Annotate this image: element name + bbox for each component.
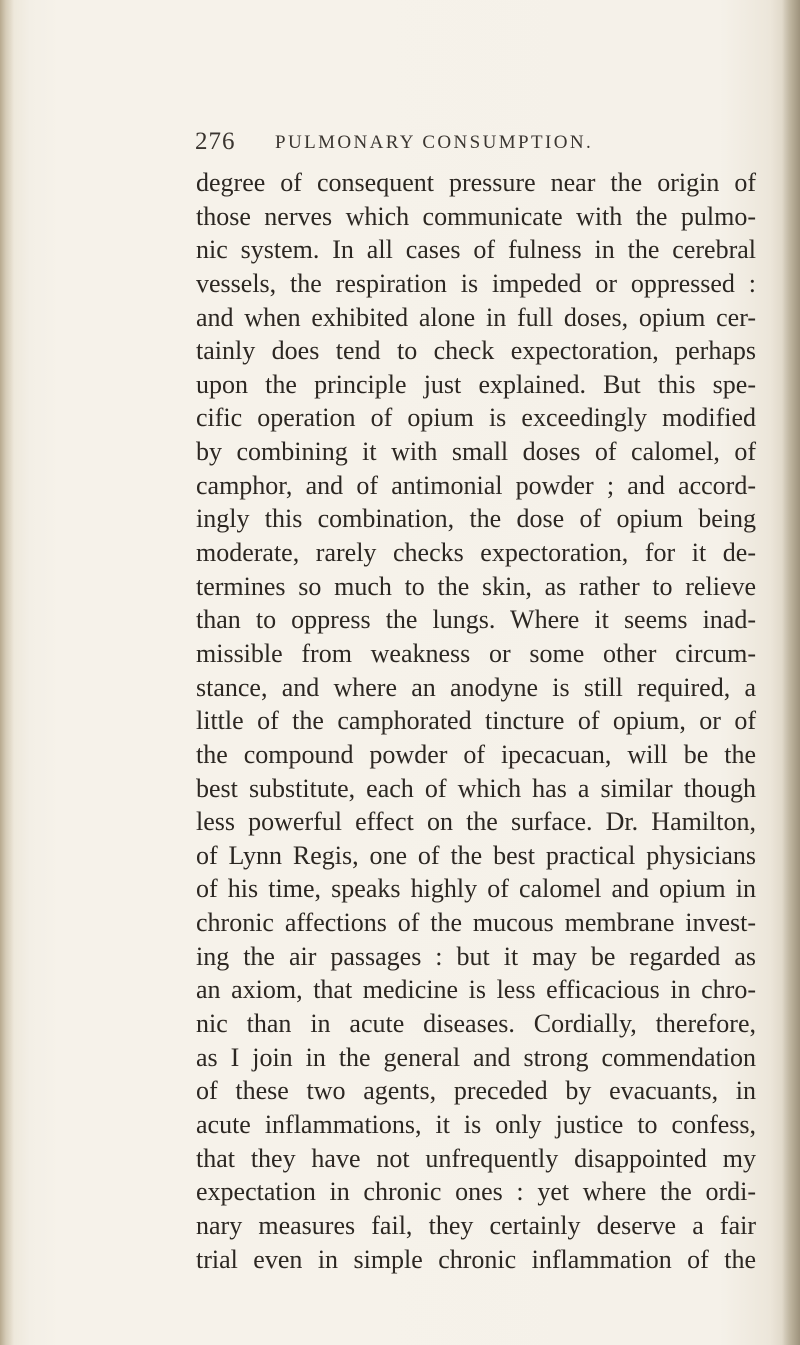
text-line: chronic affections of the mucous membrane invest- [196,908,756,938]
text-line: missible from weakness or some other circum- [196,638,756,668]
text-line: little of the camphorated tincture of opium, or of [196,706,756,736]
text-line: as I join in the general and strong commendation [196,1042,756,1072]
text-line: the compound powder of ipecacuan, will be the [196,739,756,769]
text-line: moderate, rarely checks expectoration, for it de- [196,538,756,568]
page-number: 276 [195,128,236,155]
running-head: PULMONARY CONSUMPTION. [275,132,594,153]
body-text [196,166,756,1276]
text-line: than to oppress the lungs. Where it seems inad- [196,605,756,635]
page-edge-shadow [782,0,800,1345]
text-line: acute inflammations, it is only justice to confess, [196,1109,756,1139]
text-line: of his time, speaks highly of calomel and opium in [196,874,756,904]
text-line: best substitute, each of which has a similar though [196,773,756,803]
text-line: degree of consequent pressure near the origin of [196,168,756,197]
page-header [195,126,755,158]
text-line: that they have not unfrequently disappointed my [196,1143,756,1173]
text-line: tainly does tend to check expectoration, perhaps [196,336,756,366]
text-line: upon the principle just explained. But this spe- [196,369,756,399]
text-line: stance, and where an anodyne is still required, a [196,672,756,702]
text-line: cific operation of opium is exceedingly modified [196,403,756,433]
text-line: by combining it with small doses of calomel, of [196,437,756,467]
text-line: trial even in simple chronic inflammation of the [196,1244,756,1274]
text-line: an axiom, that medicine is less efficacious in chro- [196,975,756,1005]
text-line: of these two agents, preceded by evacuants, in [196,1076,756,1106]
text-line: of Lynn Regis, one of the best practical physicians [196,840,756,870]
text-line: ing the air passages : but it may be regarded as [196,941,756,971]
text-line: vessels, the respiration is impeded or oppressed : [196,268,756,298]
text-line: camphor, and of antimonial powder ; and accord- [196,470,756,500]
text-line: termines so much to the skin, as rather to relieve [196,571,756,601]
text-line: and when exhibited alone in full doses, opium cer- [196,302,756,332]
text-line: ingly this combination, the dose of opium being [196,504,756,534]
text-line: nic system. In all cases of fulness in the cerebral [196,235,756,265]
text-line: nic than in acute diseases. Cordially, therefore, [196,1009,756,1039]
page-gutter-shadow [0,0,14,1345]
text-line: those nerves which communicate with the pulmo- [196,201,756,231]
text-line: less powerful effect on the surface. Dr. Hamilton, [196,807,756,837]
text-line: nary measures fail, they certainly deserve a fair [196,1210,756,1240]
text-line: expectation in chronic ones : yet where the ordi- [196,1177,756,1207]
